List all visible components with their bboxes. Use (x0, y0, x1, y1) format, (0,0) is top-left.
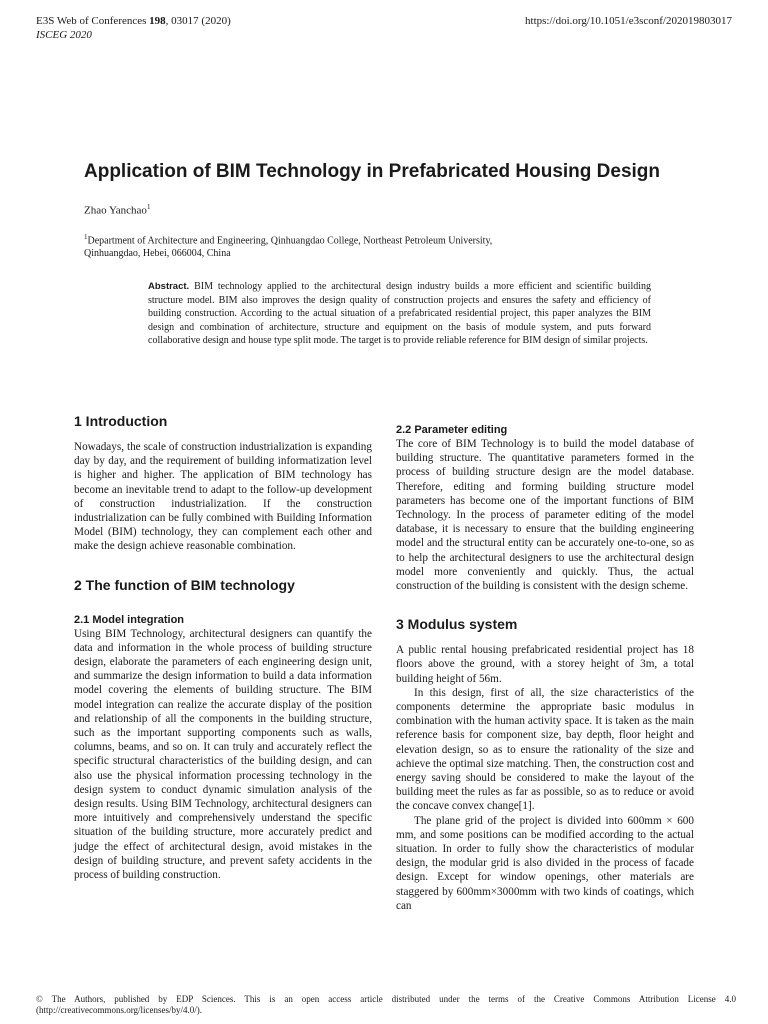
abstract (148, 280, 651, 348)
author-affiliation-mark: 1 (146, 203, 151, 211)
paper-title: Application of BIM Technology in Prefabricated Housing Design (84, 161, 661, 182)
introduction-paragraph: Nowadays, the scale of construction industrialization is expanding day by day, and the requirement of building informatization level is higher and higher. The application of BIM technology has become an inevitable trend to adapt to the follow-up development of construction industrialization. If the construction industrialization can be fully combined with Building Information Model (BIM) technology, they can complement each other and make the design achieve reasonable combination. (74, 441, 372, 553)
affiliation-line-2: Qinhuangdao, Hebei, 066004, China (84, 248, 231, 260)
running-header (36, 14, 231, 42)
section-heading-introduction: 1 Introduction (74, 413, 168, 429)
conference-series: ISCEG 2020 (36, 29, 92, 41)
abstract-text: BIM technology applied to the architectural design industry builds a more efficient and scientific building structure model. BIM also improves the design quality of construction projects and ensures the safety and efficiency of building construction. According to the actual situation of a prefabricated residential project, this paper analyzes the BIM design and combination of architecture, structure and equipment on the basis of module system, and puts forward collaborative design and house type split mode. The target is to provide reliable reference for BIM design of similar projects. (148, 281, 652, 347)
doi-link[interactable]: https://doi.org/10.1051/e3sconf/202019803017 (525, 15, 732, 27)
affiliation-mark: 1 (84, 233, 88, 241)
copyright-footer: © The Authors, published by EDP Sciences. This is an open access article distributed under the terms of the Creative Commons Attribution License 4.0 (http://creativecommons.org/licenses/by/4.0/). (36, 994, 736, 1015)
conference-prefix: E3S Web of Conferences (36, 15, 150, 27)
abstract-label: Abstract. (148, 281, 190, 292)
modulus-paragraph-3: The plane grid of the project is divided into 600mm × 600 mm, and some positions can be modified according to the actual situation. In order to fully show the characteristics of modular design, the modular grid is also divided in the process of facade design. Except for window openings, other materials are staggered by 600mm×3000mm with two kinds of coatings, which can (396, 814, 694, 912)
section-heading-modulus-system: 3 Modulus system (396, 616, 518, 633)
right-column (396, 424, 694, 913)
left-column (74, 412, 372, 882)
affiliation-line-1: Department of Architecture and Engineering, Qinhuangdao College, Northeast Petroleum University, (87, 235, 493, 247)
subsection-heading-parameter-editing: 2.2 Parameter editing (396, 424, 508, 436)
parameter-editing-paragraph: The core of BIM Technology is to build the model database of building structure. The quantitative parameters formed in the process of building structure design are the model database. Therefore, editing and forming building structure model parameters has become one of the important functions of BIM Technology. In the process of parameter editing of the model database, it is necessary to ensure that the building engineering model and the structural entity can be accurately one-to-one, so as to help the architectural designers to use the architectural design model more conveniently and quickly. Thus, the actual construction of the building is consistent with the design scheme. (396, 438, 694, 593)
subsection-heading-model-integration: 2.1 Model integration (74, 613, 185, 626)
affiliation (84, 231, 554, 260)
author-line (84, 203, 150, 217)
author-name: Zhao Yanchao (84, 204, 147, 217)
modulus-paragraph-1: A public rental housing prefabricated residential project has 18 floors above the ground, with a storey height of 3m, a total building height of 56m. (396, 644, 694, 685)
model-integration-paragraph: Using BIM Technology, architectural designers can quantify the data and information in the whole process of building structure design, elaborate the parameters of each engineering design unit, and summarize the design information to build a data information model covering the elements of building structure. The BIM model integration can realize the accurate display of the position and relationship of all the components in the building structure, such as the important supporting components such as walls, columns, beams, and so on. It can truly and accurately reflect the specific structural characteristics of the building design, and can also use the physical information processing technology in the design system to conduct dynamic simulation analysis of the design results. Using BIM Technology, architectural designers can more intuitively and comprehensively understand the specific situation of the building structure, more accurately predict and judge the effect of architectural design, avoid mistakes in the design of building structure, and prevent safety accidents in the process of building construction. (74, 627, 372, 882)
modulus-paragraph-2: In this design, first of all, the size characteristics of the components determine the appropriate basic modulus in combination with the human activity space. It is taken as the main reference basis for component size, bay depth, floor height and elevation design, so as to ensure the rationality of the size and achieve the optimal size matching. Then, the construction cost and energy saving should be considered to make the layout of the building meet the rules as far as possible, so as to reduce or avoid the concave convex change[1]. (396, 686, 694, 813)
volume-number: 198 (149, 15, 166, 27)
section-heading-bim-function: 2 The function of BIM technology (74, 576, 295, 593)
conference-citation (36, 14, 231, 28)
conference-suffix: , 03017 (2020) (165, 15, 231, 27)
